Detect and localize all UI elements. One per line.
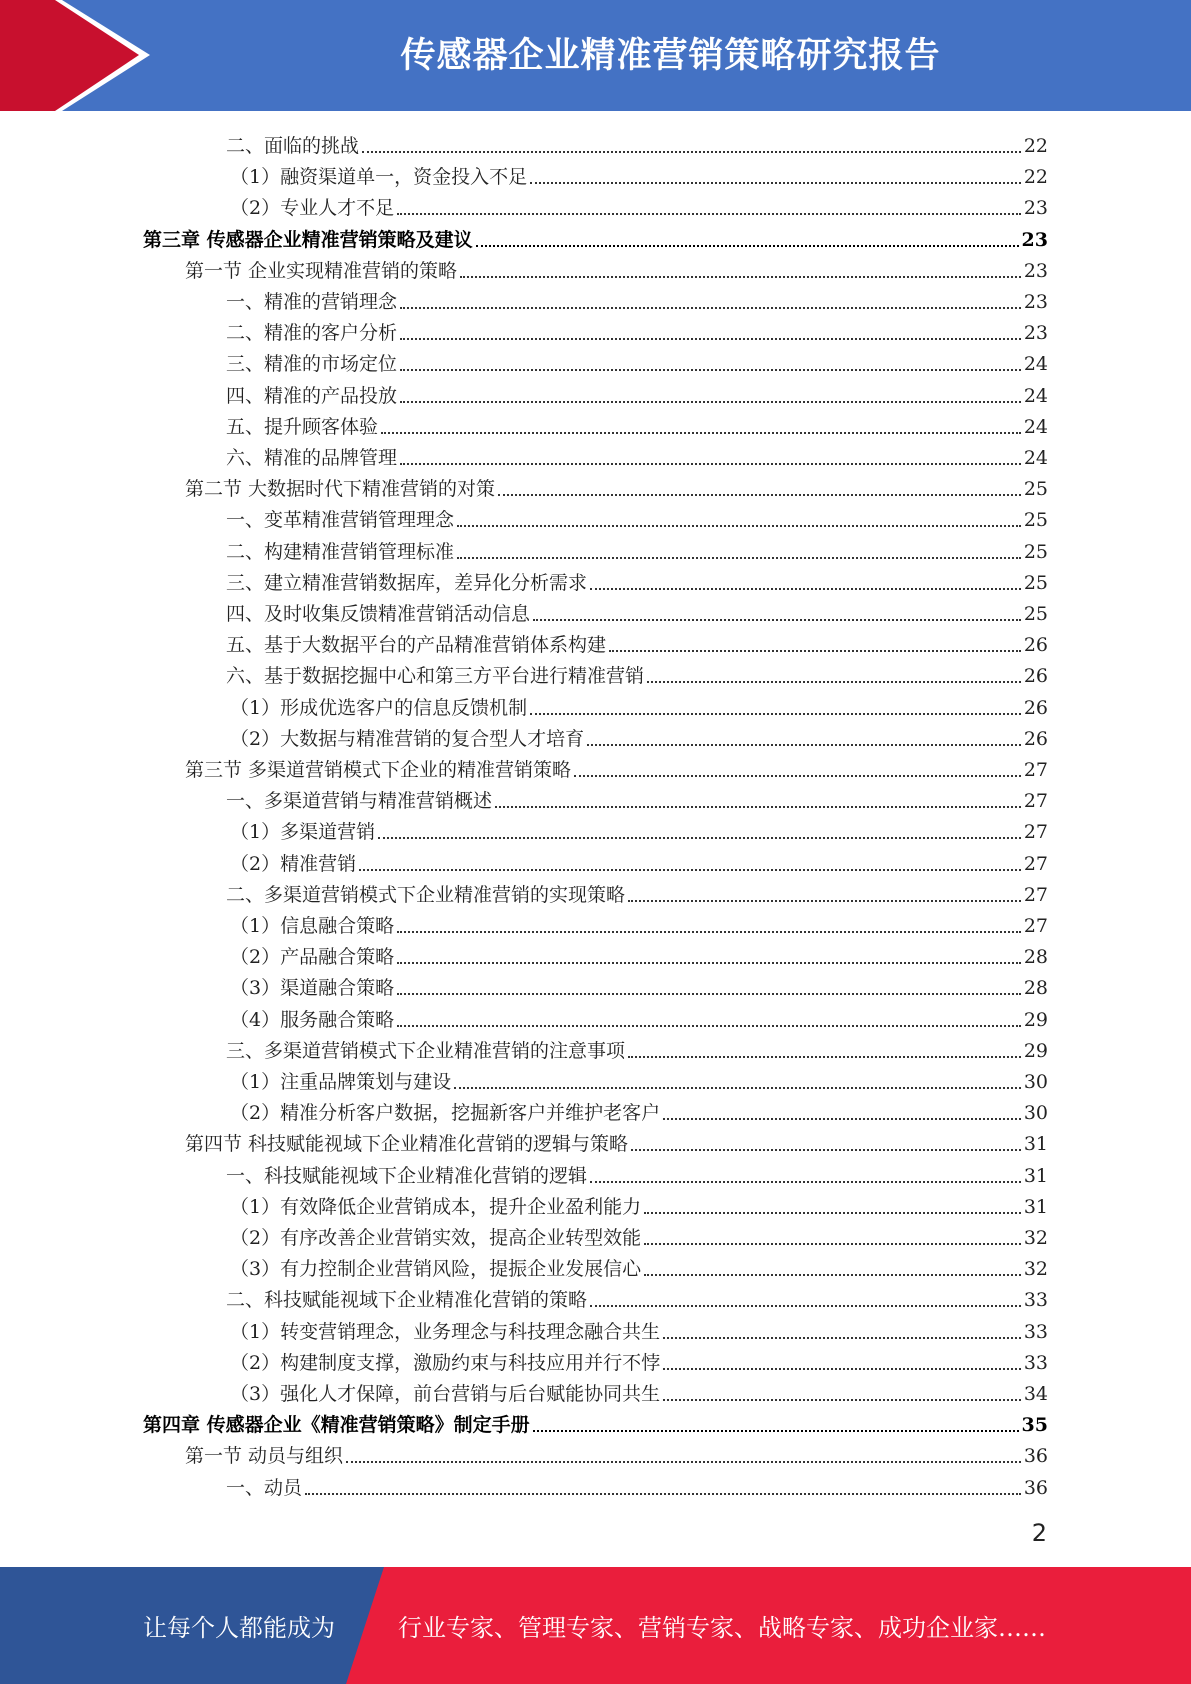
toc-entry[interactable] [230, 938, 1048, 969]
toc-entry[interactable] [230, 907, 1048, 938]
toc-entry-page: 24 [1023, 353, 1048, 376]
toc-leader-dots [574, 774, 1021, 777]
toc-entry-label: （2）大数据与精准营销的复合型人才培育 [230, 727, 585, 750]
toc-entry[interactable] [226, 377, 1048, 408]
toc-entry[interactable] [230, 189, 1048, 220]
toc-entry-label: 五、基于大数据平台的产品精准营销体系构建 [226, 634, 607, 657]
page-number: 2 [1031, 1519, 1047, 1547]
toc-entry[interactable] [230, 1250, 1048, 1281]
toc-leader-dots [397, 961, 1021, 964]
toc-chapter-entry[interactable] [143, 221, 1048, 252]
toc-entry-label: 第三节 多渠道营销模式下企业的精准营销策略 [185, 759, 572, 781]
toc-entry-page: 28 [1023, 977, 1048, 1000]
toc-entry[interactable] [230, 1094, 1048, 1125]
toc-entry[interactable] [226, 1469, 1048, 1500]
toc-leader-dots [346, 1460, 1021, 1463]
toc-leader-dots [305, 1492, 1021, 1495]
toc-entry-label: 四、及时收集反馈精准营销活动信息 [226, 603, 531, 625]
toc-entry-label: 二、面临的挑战 [226, 135, 360, 157]
toc-leader-dots [400, 400, 1021, 403]
toc-entry-label: （2）精准分析客户数据，挖掘新客户并维护老客户 [230, 1102, 661, 1125]
toc-entry-page: 23 [1023, 291, 1048, 313]
toc-entry-page: 31 [1023, 1133, 1048, 1156]
toc-entry-label: （1）注重品牌策划与建设 [230, 1071, 452, 1093]
toc-leader-dots [587, 743, 1021, 746]
toc-entry-label: 第三章 传感器企业精准营销策略及建议 [143, 228, 473, 251]
toc-entry[interactable] [226, 501, 1048, 532]
toc-entry-page: 26 [1023, 727, 1048, 750]
toc-entry-page: 26 [1023, 634, 1048, 657]
toc-leader-dots [359, 868, 1021, 871]
toc-entry-label: 一、动员 [226, 1476, 303, 1499]
toc-entry-page: 25 [1023, 478, 1048, 501]
toc-entry-page: 23 [1023, 322, 1048, 345]
page-footer [0, 1567, 1191, 1684]
toc-entry-page: 29 [1023, 1008, 1048, 1031]
toc-leader-dots [647, 680, 1021, 683]
toc-entry[interactable] [226, 626, 1048, 657]
toc-entry-label: 第四章 传感器企业《精准营销策略》制定手册 [143, 1414, 530, 1437]
toc-entry[interactable] [230, 813, 1048, 844]
toc-leader-dots [400, 462, 1021, 465]
toc-leader-dots [530, 712, 1021, 715]
toc-entry[interactable] [226, 533, 1048, 564]
toc-entry-page: 26 [1023, 665, 1048, 688]
toc-leader-dots [590, 587, 1021, 590]
toc-entry-page: 22 [1023, 135, 1048, 157]
toc-entry-page: 26 [1023, 696, 1048, 719]
document-title: 传感器企业精准营销策略研究报告 [400, 35, 941, 76]
toc-entry-label: 一、变革精准营销管理理念 [226, 509, 455, 532]
footer-slogan-left: 让每个人都能成为 [143, 1614, 335, 1642]
toc-leader-dots [397, 212, 1021, 215]
toc-entry-page: 31 [1023, 1164, 1048, 1187]
toc-entry[interactable] [226, 345, 1048, 376]
toc-entry[interactable] [185, 1437, 1048, 1468]
toc-entry[interactable] [230, 1344, 1048, 1375]
toc-entry-label: （2）精准营销 [230, 852, 357, 875]
toc-leader-dots [397, 992, 1021, 995]
toc-leader-dots [454, 1086, 1021, 1089]
toc-leader-dots [530, 181, 1021, 184]
toc-entry-label: （3）有力控制企业营销风险，提振企业发展信心 [230, 1258, 642, 1281]
toc-entry-page: 30 [1023, 1102, 1048, 1125]
toc-entry-label: 四、精准的产品投放 [226, 384, 398, 407]
toc-leader-dots [495, 805, 1021, 808]
toc-entry[interactable] [226, 1281, 1048, 1312]
toc-entry-label: 第一节 动员与组织 [185, 1445, 344, 1468]
toc-entry-label: 二、科技赋能视域下企业精准化营销的策略 [226, 1289, 588, 1312]
toc-entry[interactable] [226, 595, 1048, 626]
toc-entry-label: 三、多渠道营销模式下企业精准营销的注意事项 [226, 1039, 626, 1062]
toc-entry-label: （2）有序改善企业营销实效，提高企业转型效能 [230, 1227, 642, 1249]
toc-leader-dots [378, 836, 1021, 839]
toc-leader-dots [631, 1148, 1021, 1151]
toc-entry-label: 一、精准的营销理念 [226, 291, 398, 313]
toc-leader-dots [381, 431, 1021, 434]
toc-entry[interactable] [226, 314, 1048, 345]
toc-leader-dots [400, 306, 1021, 309]
toc-entry-label: （2）产品融合策略 [230, 946, 395, 969]
toc-entry-label: （4）服务融合策略 [230, 1008, 395, 1031]
toc-entry[interactable] [226, 1157, 1048, 1188]
toc-leader-dots [460, 275, 1021, 278]
footer-slogan-right: 行业专家、管理专家、营销专家、战略专家、成功企业家…… [398, 1614, 1046, 1642]
toc-entry-page: 33 [1023, 1351, 1048, 1374]
toc-entry[interactable] [230, 689, 1048, 720]
toc-entry-page: 35 [1021, 1414, 1048, 1437]
toc-leader-dots [397, 930, 1021, 933]
header-red-arrow-decoration [0, 0, 150, 111]
toc-entry-label: 一、多渠道营销与精准营销概述 [226, 790, 493, 813]
toc-entry-page: 29 [1023, 1039, 1048, 1062]
toc-entry-page: 22 [1023, 166, 1048, 189]
toc-entry-label: 第一节 企业实现精准营销的策略 [185, 259, 458, 282]
toc-entry[interactable] [185, 252, 1048, 283]
toc-entry-page: 25 [1023, 540, 1048, 563]
toc-leader-dots [362, 150, 1021, 153]
toc-chapter-entry[interactable] [143, 1406, 1048, 1437]
toc-entry[interactable] [230, 158, 1048, 189]
toc-entry-page: 30 [1023, 1071, 1048, 1093]
toc-entry-label: （2）专业人才不足 [230, 197, 395, 220]
page-header [0, 0, 1191, 111]
toc-leader-dots [397, 1024, 1021, 1027]
toc-leader-dots [628, 1055, 1021, 1058]
toc-entry-label: 二、精准的客户分析 [226, 322, 398, 345]
toc-leader-dots [644, 1211, 1021, 1214]
toc-entry-label: 三、建立精准营销数据库，差异化分析需求 [226, 571, 588, 594]
toc-entry-page: 25 [1023, 571, 1048, 594]
toc-entry-label: 六、基于数据挖掘中心和第三方平台进行精准营销 [226, 665, 645, 688]
toc-entry-label: 六、精准的品牌管理 [226, 447, 398, 469]
toc-entry-page: 24 [1023, 415, 1048, 438]
toc-entry-label: 一、科技赋能视域下企业精准化营销的逻辑 [226, 1164, 588, 1187]
toc-entry-page: 23 [1023, 197, 1048, 220]
toc-entry-label: （2）构建制度支撑，激励约束与科技应用并行不悖 [230, 1351, 661, 1374]
toc-entry[interactable] [226, 439, 1048, 470]
toc-leader-dots [644, 1273, 1021, 1276]
toc-leader-dots [663, 1117, 1021, 1120]
toc-entry[interactable] [230, 1188, 1048, 1219]
toc-entry-page: 36 [1023, 1445, 1048, 1468]
toc-leader-dots [663, 1367, 1021, 1370]
toc-entry[interactable] [226, 408, 1048, 439]
toc-leader-dots [476, 244, 1019, 247]
toc-leader-dots [663, 1398, 1021, 1401]
toc-leader-dots [628, 899, 1021, 902]
toc-entry[interactable] [230, 1375, 1048, 1406]
toc-leader-dots [400, 337, 1021, 340]
toc-entry[interactable] [226, 564, 1048, 595]
toc-entry[interactable] [230, 845, 1048, 876]
toc-entry-label: （1）形成优选客户的信息反馈机制 [230, 696, 528, 719]
toc-leader-dots [590, 1304, 1021, 1307]
toc-entry[interactable] [230, 1313, 1048, 1344]
toc-entry-label: （1）融资渠道单一，资金投入不足 [230, 166, 528, 189]
toc-entry-page: 32 [1023, 1258, 1048, 1281]
toc-entry[interactable] [230, 969, 1048, 1000]
toc-entry-label: 二、多渠道营销模式下企业精准营销的实现策略 [226, 883, 626, 906]
toc-entry-label: 第四节 科技赋能视域下企业精准化营销的逻辑与策略 [185, 1133, 629, 1156]
toc-entry-label: 二、构建精准营销管理标准 [226, 540, 455, 563]
toc-entry-label: 三、精准的市场定位 [226, 353, 398, 376]
toc-entry-label: （3）渠道融合策略 [230, 977, 395, 1000]
toc-entry-page: 28 [1023, 946, 1048, 969]
toc-entry-page: 27 [1023, 852, 1048, 875]
toc-entry-page: 32 [1023, 1227, 1048, 1249]
toc-leader-dots [644, 1242, 1021, 1245]
toc-entry[interactable] [185, 751, 1048, 782]
toc-entry[interactable] [185, 1125, 1048, 1156]
toc-entry[interactable] [230, 1063, 1048, 1094]
toc-entry-page: 27 [1023, 790, 1048, 813]
toc-entry-label: （1）信息融合策略 [230, 915, 395, 937]
toc-entry[interactable] [230, 720, 1048, 751]
toc-entry[interactable] [230, 1219, 1048, 1250]
toc-leader-dots [457, 556, 1021, 559]
toc-entry[interactable] [226, 657, 1048, 688]
toc-leader-dots [663, 1336, 1021, 1339]
toc-entry-page: 27 [1023, 915, 1048, 937]
toc-entry[interactable] [226, 876, 1048, 907]
toc-entry[interactable] [226, 1032, 1048, 1063]
toc-entry[interactable] [185, 470, 1048, 501]
toc-entry-page: 36 [1023, 1476, 1048, 1499]
toc-entry-page: 27 [1023, 883, 1048, 906]
toc-leader-dots [457, 524, 1021, 527]
toc-entry-page: 23 [1021, 228, 1048, 251]
toc-entry-label: （1）有效降低企业营销成本，提升企业盈利能力 [230, 1195, 642, 1218]
toc-leader-dots [498, 493, 1021, 496]
toc-entry-page: 33 [1023, 1320, 1048, 1343]
toc-entry-page: 27 [1023, 821, 1048, 844]
toc-entry-label: 五、提升顾客体验 [226, 415, 379, 438]
toc-leader-dots [609, 649, 1021, 652]
toc-entry-label: （1）多渠道营销 [230, 821, 376, 844]
toc-leader-dots [590, 1180, 1021, 1183]
toc-leader-dots [400, 368, 1021, 371]
toc-entry-page: 33 [1023, 1289, 1048, 1312]
toc-entry-page: 24 [1023, 384, 1048, 407]
toc-entry-page: 27 [1023, 759, 1048, 781]
toc-entry[interactable] [226, 127, 1048, 158]
toc-entry-page: 34 [1023, 1383, 1048, 1405]
toc-entry-label: 第二节 大数据时代下精准营销的对策 [185, 478, 496, 501]
toc-entry[interactable] [226, 782, 1048, 813]
toc-entry[interactable] [226, 283, 1048, 314]
toc-entry-label: （3）强化人才保障，前台营销与后台赋能协同共生 [230, 1383, 661, 1405]
toc-entry-page: 24 [1023, 447, 1048, 469]
toc-entry-page: 31 [1023, 1195, 1048, 1218]
toc-leader-dots [533, 618, 1021, 621]
toc-leader-dots [533, 1429, 1019, 1432]
toc-entry[interactable] [230, 1001, 1048, 1032]
toc-entry-page: 25 [1023, 603, 1048, 625]
toc-entry-page: 23 [1023, 259, 1048, 282]
toc-entry-label: （1）转变营销理念，业务理念与科技理念融合共生 [230, 1320, 661, 1343]
toc-entry-page: 25 [1023, 509, 1048, 532]
